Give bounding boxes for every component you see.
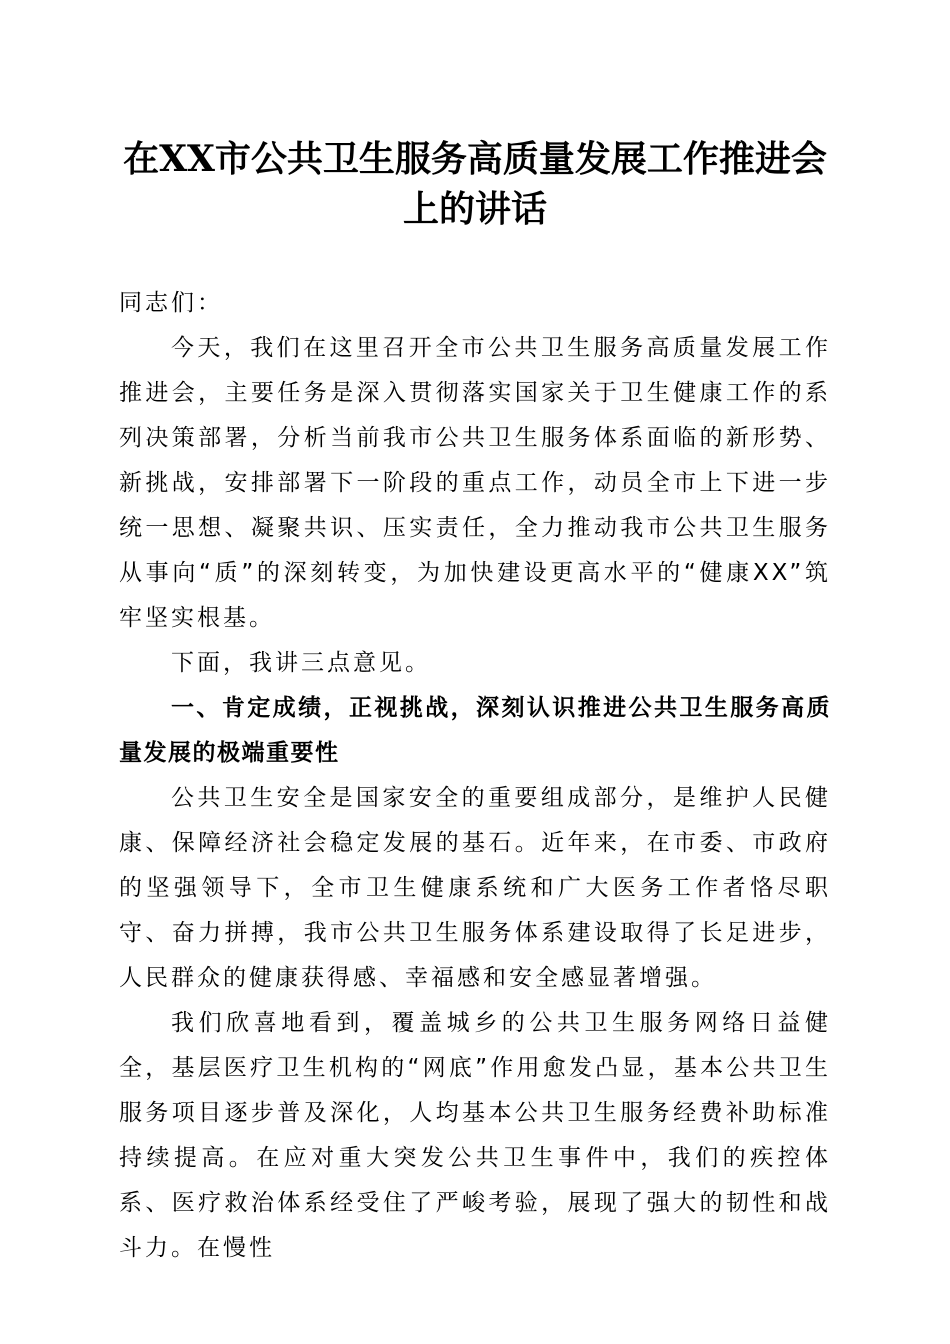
salutation: 同志们： [119,290,223,316]
document-title [100,134,850,234]
section-1-paragraph-1: 公共卫生安全是国家安全的重要组成部分，是维护人民健康、保障经济社会稳定发展的基石。近年来，在市委、市政府的坚强领导下，全市卫生健康系统和广大医务工作者恪尽职守、奋力拼搏，我市公共卫生服务体系建设取得了长足进步，人民群众的健康获得感、幸福感和安全感显著增强。 [119,785,831,991]
intro-paragraph: 今天，我们在这里召开全市公共卫生服务高质量发展工作推进会，主要任务是深入贯彻落实国家关于卫生健康工作的系列决策部署，分析当前我市公共卫生服务体系面临的新形势、新挑战，安排部署下一阶段的重点工作，动员全市上下进一步统一思想、凝聚共识、压实责任，全力推动我市公共卫生服务从事向“质”的深刻转变，为加快建设更高水平的“健康XX”筑牢坚实根基。 [119,335,831,631]
document-body [119,281,831,1271]
section-1-heading: 一、肯定成绩，正视挑战，深刻认识推进公共卫生服务高质量发展的极端重要性 [119,695,831,766]
title-line-2: 上的讲话 [402,188,547,230]
title-line-1: 在XX市公共卫生服务高质量发展工作推进会 [123,138,827,180]
outline-paragraph: 下面，我讲三点意见。 [171,650,431,676]
section-1-paragraph-2: 我们欣喜地看到，覆盖城乡的公共卫生服务网络日益健全，基层医疗卫生机构的“网底”作用愈发凸显，基本公共卫生服务项目逐步普及深化，人均基本公共卫生服务经费补助标准持续提高。在应对重大突发公共卫生事件中，我们的疾控体系、医疗救治体系经受住了严峻考验，展现了强大的韧性和战斗力。在慢性 [119,1010,831,1261]
